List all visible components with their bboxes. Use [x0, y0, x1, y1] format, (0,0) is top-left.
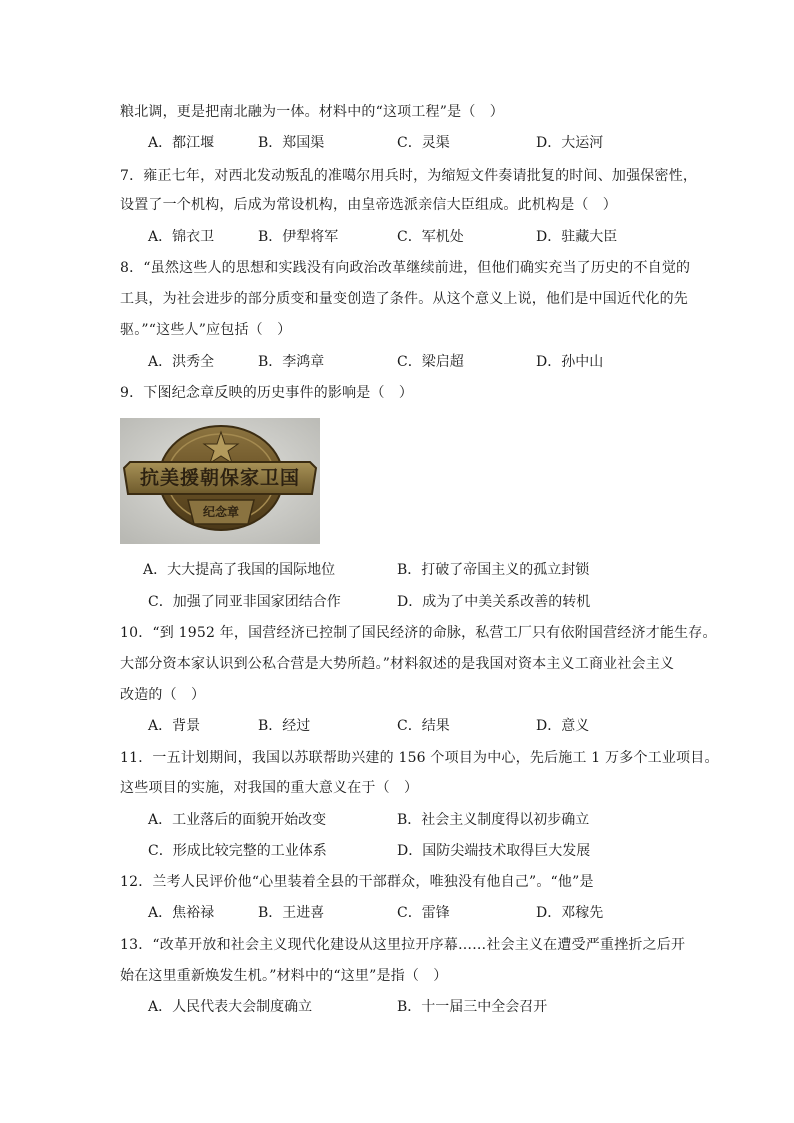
q12-option-a: A．焦裕禄	[148, 905, 215, 921]
question-8-line-3: 驱。”“这些人”应包括（ ）	[120, 322, 292, 338]
q9-option-a: A．大大提高了我国的国际地位	[143, 562, 336, 578]
question-7-line-2: 设置了一个机构，后成为常设机构，由皇帝选派亲信大臣组成。此机构是（ ）	[120, 197, 617, 213]
q7-option-b: B．伊犁将军	[258, 229, 339, 245]
q7-option-d: D．驻藏大臣	[536, 229, 618, 245]
question-8-line-1: 8．“虽然这些人的思想和实践没有向政治改革继续前进，但他们确实充当了历史的不自觉的	[120, 260, 691, 276]
question-8-line-2: 工具，为社会进步的部分质变和量变创造了条件。从这个意义上说，他们是中国近代化的先	[120, 291, 688, 307]
q10-option-d: D．意义	[536, 718, 590, 734]
q6-option-b: B．郑国渠	[258, 135, 325, 151]
q11-option-c: C．形成比较完整的工业体系	[148, 843, 327, 859]
question-10-line-3: 改造的（ ）	[120, 687, 206, 703]
question-13-line-1: 13．“改革开放和社会主义现代化建设从这里拉开序幕……社会主义在遭受严重挫折之后开	[120, 937, 686, 953]
badge-subtext: 纪念章	[202, 505, 239, 519]
q10-option-c: C．结果	[397, 718, 450, 734]
q10-option-b: B．经过	[258, 718, 311, 734]
q8-option-b: B．李鸿章	[258, 354, 325, 370]
question-6-text: 粮北调，更是把南北融为一体。材料中的“这项工程”是（ ）	[120, 104, 504, 120]
q8-option-a: A．洪秀全	[148, 354, 215, 370]
q12-option-b: B．王进喜	[258, 905, 325, 921]
q9-option-d: D．成为了中美关系改善的转机	[397, 594, 591, 610]
q7-option-c: C．军机处	[397, 229, 464, 245]
q11-option-d: D．国防尖端技术取得巨大发展	[397, 843, 591, 859]
q10-option-a: A．背景	[148, 718, 201, 734]
question-10-line-1: 10．“到 1952 年，国营经济已控制了国民经济的命脉，私营工厂只有依附国营经济才能生存。	[120, 625, 717, 641]
q8-option-d: D．孙中山	[536, 354, 604, 370]
q7-option-a: A．锦衣卫	[148, 229, 215, 245]
q12-option-c: C．雷锋	[397, 905, 450, 921]
q12-option-d: D．邓稼先	[536, 905, 604, 921]
q6-option-a: A．都江堰	[148, 135, 215, 151]
question-7-line-1: 7．雍正七年，对西北发动叛乱的准噶尔用兵时，为缩短文件奏请批复的时间、加强保密性，	[120, 168, 698, 184]
question-13-line-2: 始在这里重新焕发生机。”材料中的“这里”是指（ ）	[120, 968, 448, 984]
question-10-line-2: 大部分资本家认识到公私合营是大势所趋。”材料叙述的是我国对资本主义工商业社会主义	[120, 656, 675, 672]
q11-option-b: B．社会主义制度得以初步确立	[397, 812, 590, 828]
question-12-text: 12．兰考人民评价他“心里装着全县的干部群众，唯独没有他自己”。“他”是	[120, 874, 594, 890]
badge-text: 抗美援朝保家卫国	[139, 467, 300, 489]
q6-option-d: D．大运河	[536, 135, 604, 151]
commemorative-badge-image	[120, 418, 320, 544]
q11-option-a: A．工业落后的面貌开始改变	[148, 812, 327, 828]
q13-option-b: B．十一届三中全会召开	[397, 999, 548, 1015]
q8-option-c: C．梁启超	[397, 354, 464, 370]
q9-option-b: B．打破了帝国主义的孤立封锁	[397, 562, 590, 578]
q9-option-c: C．加强了同亚非国家团结合作	[148, 594, 341, 610]
question-11-line-1: 11．一五计划期间，我国以苏联帮助兴建的 156 个项目为中心，先后施工 1 万多个工业项目。	[120, 750, 719, 766]
q13-option-a: A．人民代表大会制度确立	[148, 999, 313, 1015]
q6-option-c: C．灵渠	[397, 135, 450, 151]
question-9-text: 9．下图纪念章反映的历史事件的影响是（ ）	[120, 385, 414, 401]
question-11-line-2: 这些项目的实施，对我国的重大意义在于（ ）	[120, 780, 419, 796]
